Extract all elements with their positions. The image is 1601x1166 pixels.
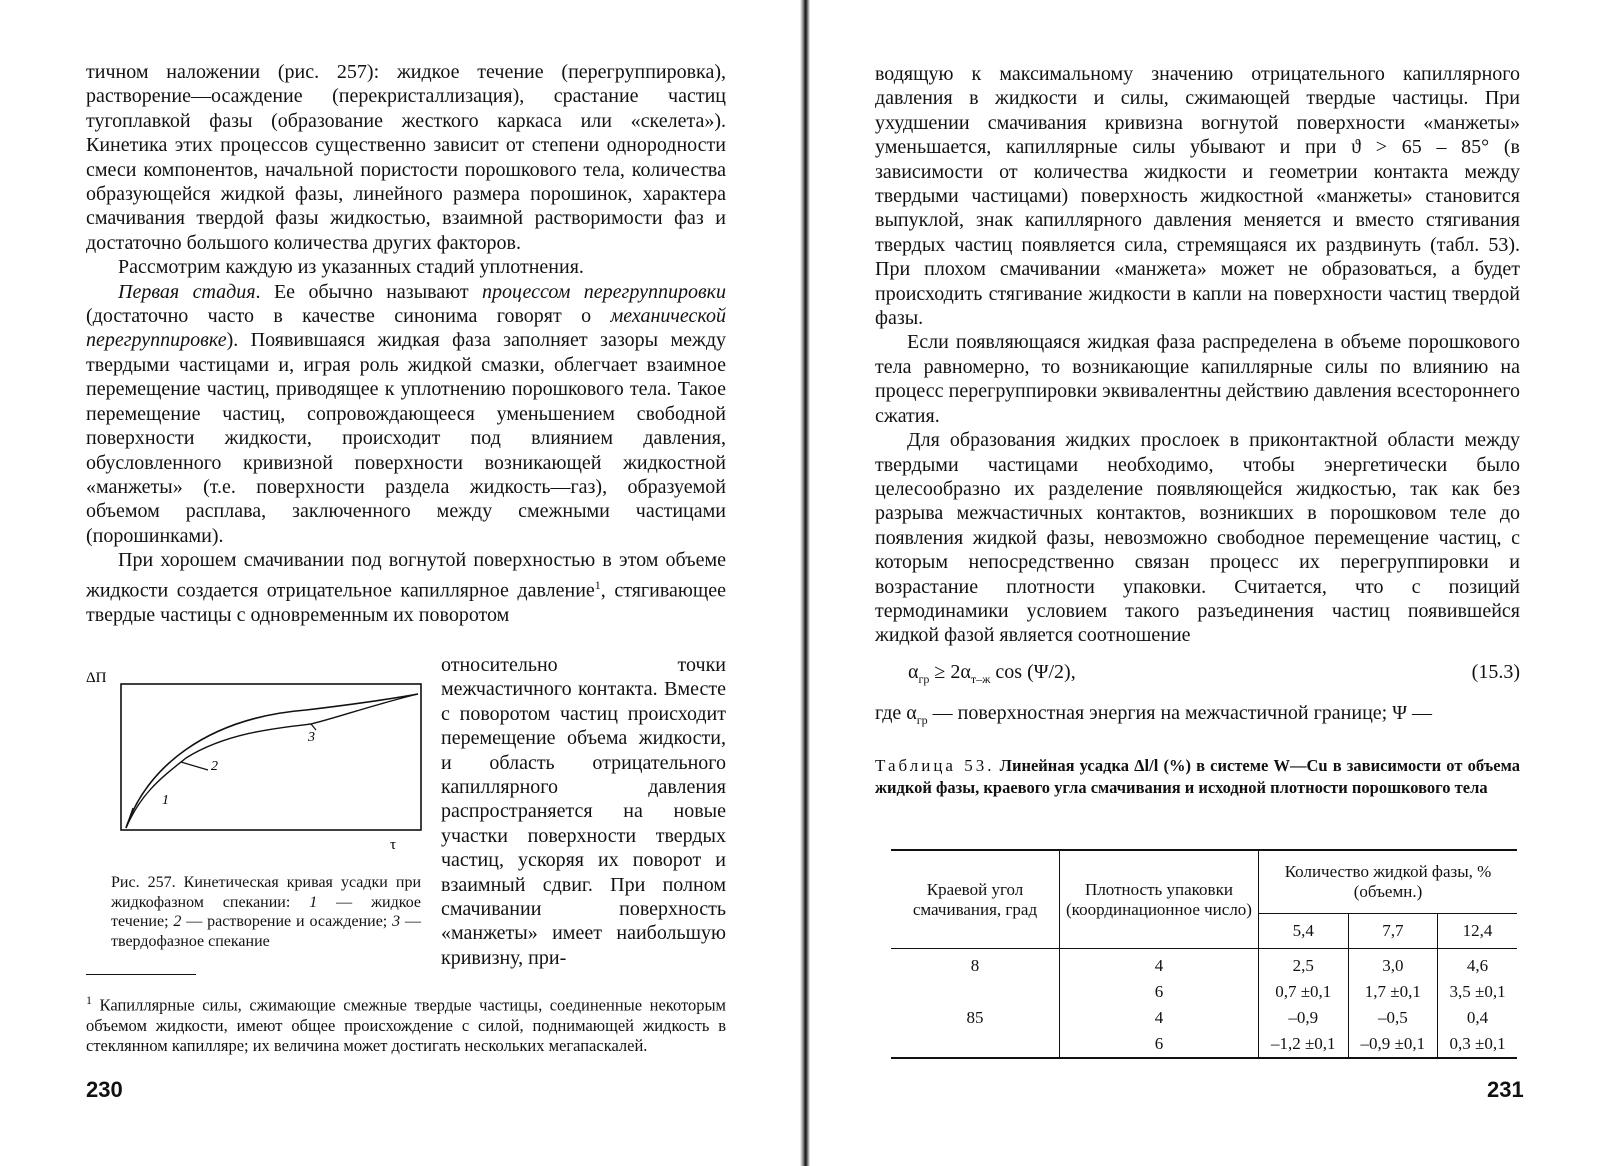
cell-v1: –0,9: [1259, 1005, 1349, 1031]
p4-text-b: , стягивающее твердые частицы с одновременным их поворотом: [86, 579, 726, 626]
after-formula-lead: где α: [875, 702, 917, 724]
mechanical-regrouping-term: механической перегруппировке: [86, 305, 726, 352]
formula-sub-tzh: т–ж: [970, 672, 991, 686]
header-contact-angle: Краевой угол смачивания, град: [891, 850, 1060, 949]
p3-text-c: ). Появившаяся жидкая фаза заполняет зазоры между твердыми частицами и, играя роль жидкой смазки, облегчает взаимное перемещение частиц, приводящее к уплотнению порошкового тела. Такое перемещение частиц, сопровождающееся уменьшением свободной поверхности жидкости, происходит под влиянием давления, обусловленного кривизной поверхности возникающей жидкостной «манжеты» (т.е. поверхности раздела жидкость—газ), образуемой объемом расплава, заключенного между смежными частицами (порошинками).: [86, 329, 726, 547]
cell-angle: [891, 1031, 1060, 1058]
cell-angle: 8: [891, 949, 1060, 980]
cell-density: 4: [1060, 1005, 1259, 1031]
cell-density: 4: [1060, 949, 1259, 980]
leader-2: [181, 762, 208, 770]
table-row: [891, 1031, 1517, 1058]
page-number-left: 230: [86, 1077, 123, 1102]
cell-v3: 3,5 ±0,1: [1449, 982, 1506, 1001]
table-row: [891, 1005, 1517, 1031]
right-paragraph-3: Для образования жидких прослоек в приконтактной области между твердыми частицами необходимо, чтобы энергетически было целесообразно их разделение появляющейся жидкостью, так как без разрыва межчастичных контактов, возникших в порошковом теле до появления жидкой фазы, невозможно свободное перемещение частиц, с которым непосредственно связан процесс их перегруппировки и возрастание плотности упаковки. Считается, что с позиций термодинамики условием такого разъединения частиц появившейся жидкой фазой является соотношение: [875, 429, 1520, 647]
table-row: [891, 979, 1517, 1005]
cell-angle: [891, 979, 1060, 1005]
header-liquid-amount: Количество жидкой фазы, % (объемн.): [1259, 850, 1518, 914]
caption-num-3: 3: [392, 913, 401, 930]
left-wrap-text: относительно точки межчастичного контакта. Вместе с поворотом частиц происходит перемещение объема жидкости, и область отрицательного капиллярного давления распространяется на новые участки поверхности твердых частиц, ускоряя их поворот и взаимный сдвиг. При полном смачивании поверхность «манжеты» имеет наибольшую кривизну, при-: [441, 654, 726, 969]
formula-rest: cos (Ψ/2),: [990, 661, 1076, 683]
p3-text-b: (достаточно часто в качестве синонима говорят о: [86, 305, 611, 328]
formula-sub-gr: гр: [918, 672, 930, 686]
left-paragraph-4: [86, 548, 726, 627]
left-main-text: [86, 60, 726, 627]
formula-expression: [908, 661, 1076, 687]
y-axis-label: ΔП: [86, 670, 107, 686]
book-gutter: [800, 0, 810, 1166]
cell-angle: 85: [891, 1005, 1060, 1031]
shrinkage-curve-diagram: [86, 658, 426, 858]
figure-caption: [111, 873, 421, 951]
footnote-reference: 1: [594, 577, 601, 592]
caption-num-2: 2: [173, 913, 182, 930]
cell-v1: 2,5: [1259, 949, 1349, 980]
cell-v3: 0,4: [1466, 1008, 1489, 1027]
leader-1: [126, 808, 133, 828]
left-paragraph-2: Рассмотрим каждую из указанных стадий уплотнения.: [118, 256, 584, 279]
cell-v1: –1,2 ±0,1: [1259, 1031, 1349, 1058]
regrouping-term: процессом перегруппировки: [482, 280, 726, 303]
p4-text-a: При хорошем смачивании под вогнутой поверхностью в этом объеме жидкости создается отрицательное капиллярное давление: [86, 549, 726, 602]
cell-v3: 4,6: [1466, 956, 1489, 975]
p3-text-a: . Ее обычно называют: [255, 280, 483, 303]
left-paragraph-3: [86, 280, 726, 548]
cell-v2: 3,0: [1348, 949, 1438, 980]
formula-op: ≥ 2α: [929, 661, 971, 683]
after-formula-text: [875, 701, 1520, 732]
cell-density: 6: [1060, 1031, 1259, 1058]
footnote-text: Капиллярные силы, сжимающие смежные твердые частицы, соединенные некоторым объемом жидкости, имеют общее происхождение с силой, поднимающей жидкость в стеклянном капилляре; их величина может достигать нескольких мегапаскалей.: [86, 995, 726, 1055]
formula-number: (15.3): [1471, 661, 1520, 683]
footnote-mark: 1: [86, 993, 92, 1007]
curve-label-3: 3: [308, 730, 315, 745]
formula-alpha: α: [908, 661, 919, 683]
first-stage-term: Первая стадия: [118, 280, 256, 303]
curve-label-1: 1: [162, 793, 169, 808]
cell-v2: 1,7 ±0,1: [1348, 979, 1438, 1005]
right-main-text: [875, 62, 1520, 648]
page-number-right: 231: [1487, 1077, 1524, 1102]
header-packing-density: Плотность упаковки (координационное число): [1060, 850, 1259, 949]
caption-part-b: — жидкое течение;: [111, 893, 421, 930]
header-level-1: 5,4: [1259, 914, 1349, 949]
cell-v2: –0,5: [1348, 1005, 1438, 1031]
table-row: [891, 949, 1517, 980]
curve-upper: [126, 694, 418, 828]
table-caption: [875, 755, 1520, 799]
header-level-2: 7,7: [1348, 914, 1438, 949]
left-paragraph-1: тичном наложении (рис. 257): жидкое течение (перегруппировка), растворение—осаждение (перекристаллизация), срастание частиц тугоплавкой фазы (образование жесткого каркаса или «скелета»). Кинетика этих процессов существенно зависит от степени однородности смеси компонентов, начальной пористости порошкового тела, количества образующейся жидкой фазы, линейного размера порошинок, характера смачивания твердой фазы жидкостью, взаимной растворимости фаз и достаточно большого количества других факторов.: [86, 61, 726, 254]
cell-density: 6: [1060, 979, 1259, 1005]
header-level-3: 12,4: [1438, 914, 1517, 949]
table-label: Таблица 53.: [875, 756, 995, 775]
table-title: Линейная усадка Δl/l (%) в системе W—Cu в зависимости от объема жидкой фазы, краевого угла смачивания и исходной плотности порошкового тела: [875, 756, 1520, 797]
table-53: [891, 849, 1517, 1059]
cell-v2: –0,9 ±0,1: [1348, 1031, 1438, 1058]
curve-label-2: 2: [211, 759, 218, 774]
caption-part-d: — твердофазное спекание: [111, 913, 422, 950]
cell-v1: 0,7 ±0,1: [1259, 979, 1349, 1005]
cell-v3: 0,3 ±0,1: [1449, 1034, 1506, 1053]
after-formula-sub: гр: [916, 713, 928, 727]
footnote-divider: [86, 974, 196, 975]
x-axis-label: τ: [390, 837, 397, 853]
right-paragraph-2: Если появляющаяся жидкая фаза распределена в объеме порошкового тела равномерно, то возникающие капиллярные силы по влиянию на процесс перегруппировки эквивалентны действию давления всестороннего сжатия.: [875, 331, 1520, 427]
right-paragraph-1: водящую к максимальному значению отрицательного капиллярного давления в жидкости и силы, сжимающей твердые частицы. При ухудшении смачивания кривизна вогнутой поверхности «манжеты» уменьшается, капиллярные силы убывают и при ϑ > 65 – 85° (в зависимости от количества жидкости и геометрии контакта между твердыми частицами) поверхность жидкостной «манжеты» становится выпуклой, знак капиллярного давления меняется и вместо стягивания твердых частиц появляется сила, стремящаяся их раздвинуть (табл. 53). При плохом смачивании «манжета» может не образоваться, а будет происходить стягивание жидкости в капли на поверхности частиц твердой фазы.: [875, 63, 1520, 330]
caption-part-a: Рис. 257. Кинетическая кривая усадки при жидкофазном спекании:: [111, 874, 421, 911]
footnote: [86, 990, 726, 1056]
caption-part-c: — растворение и осаждение;: [181, 913, 393, 930]
caption-num-1: 1: [309, 893, 318, 911]
after-formula-rest: — поверхностная энергия на межчастичной границе; Ψ —: [927, 702, 1432, 724]
figure-257: [86, 658, 426, 858]
